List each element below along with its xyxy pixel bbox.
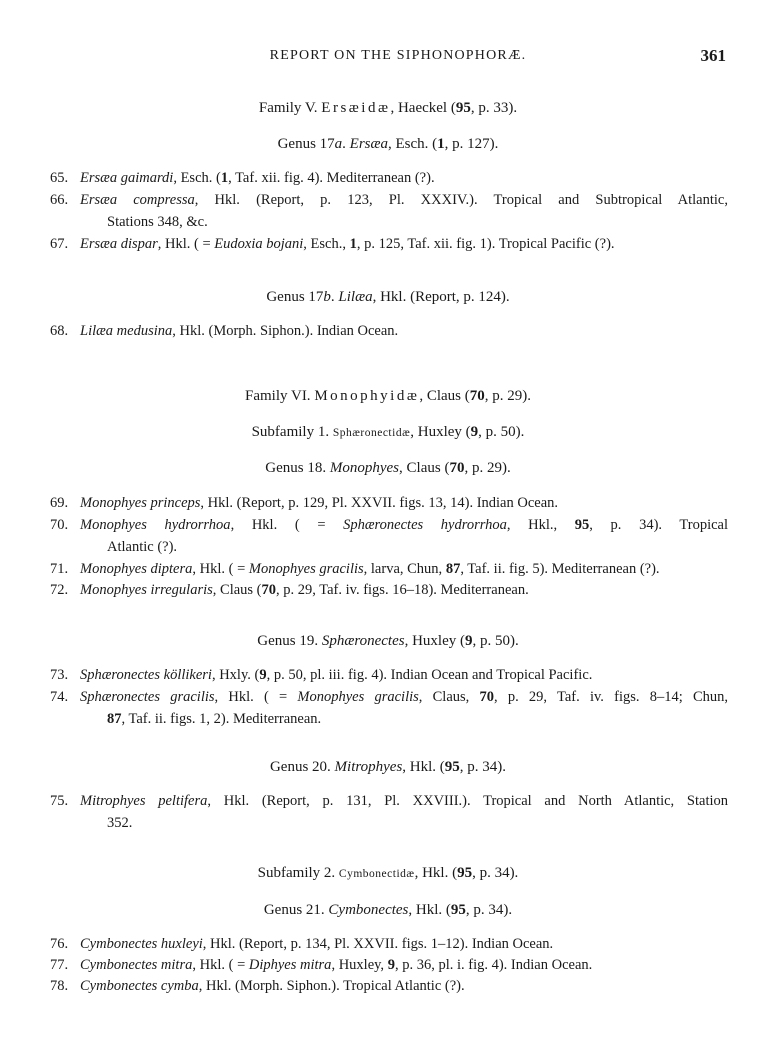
species-entry-66: 66. Ersæa compressa, Hkl. (Report, p. 123, Pl. XXXIV.). Tropical and Subtropical Atlantic, Stations 348, &c. (50, 192, 728, 230)
species-entry-67: 67. Ersæa dispar, Hkl. ( = Eudoxia bojani, Esch., 1, p. 125, Taf. xii. fig. 1). Tropical Pacific (?). (50, 236, 615, 252)
species-entry-74: 74. Sphæronectes gracilis, Hkl. ( = Monophyes gracilis, Claus, 70, p. 29, Taf. iv. figs. 8–14; Chun, 87, Taf. ii. figs. 1, 2). Mediterranean. (50, 689, 729, 727)
species-name: Mitrophyes peltifera (80, 793, 208, 809)
page-number: 361 (700, 46, 726, 65)
species-name: Monophyes irregularis (80, 582, 213, 598)
species-name: Lilæa medusina (80, 323, 173, 339)
genus-name: Lilæa (338, 289, 373, 305)
genus-heading-sphaeronectes: Genus 19. Sphæronectes, Huxley (9, p. 50). (257, 633, 519, 649)
species-name: Cymbonectes mitra (80, 957, 193, 973)
subfamily-heading-sphaeronectidae: Subfamily 1. Sphæronectidæ, Huxley (9, p. 50). (251, 424, 525, 440)
genus-heading-lilaea: Genus 17b. Lilæa, Hkl. (Report, p. 124). (266, 289, 510, 305)
family-name: Monophyidæ (314, 388, 420, 404)
species-name: Sphæronectes köllikeri (80, 667, 212, 683)
species-entry-68: 68. Lilæa medusina, Hkl. (Morph. Siphon.). Indian Ocean. (50, 323, 399, 339)
family-heading-monophyidae: Family VI. Monophyidæ, Claus (70, p. 29). (245, 388, 531, 404)
species-entry-77: 77. Cymbonectes mitra, Hkl. ( = Diphyes mitra, Huxley, 9, p. 36, pl. i. fig. 4). Indian Ocean. (50, 957, 593, 973)
family-name: Ersæidæ (321, 100, 391, 116)
species-name: Ersæa gaimardi (80, 170, 174, 186)
genus-heading-cymbonectes: Genus 21. Cymbonectes, Hkl. (95, p. 34). (263, 902, 513, 918)
species-name: Monophyes diptera (80, 561, 193, 577)
species-entry-65: 65. Ersæa gaimardi, Esch. (1, Taf. xii. fig. 4). Mediterranean (?). (50, 170, 435, 186)
genus-name: Cymbonectes (328, 902, 409, 918)
genus-name: Ersæa (349, 136, 388, 152)
subfamily-name: Sphæronectidæ (332, 427, 411, 439)
genus-name: Mitrophyes (334, 759, 403, 775)
family-heading-ersaeidae: Family V. Ersæidæ, Haeckel (95, p. 33). (258, 100, 518, 116)
species-name: Cymbonectes cymba (80, 978, 199, 994)
species-entry-70: 70. Monophyes hydrorrhoa, Hkl. ( = Sphæronectes hydrorrhoa, Hkl., 95, p. 34). Tropical Atlantic (?). (50, 517, 729, 555)
species-name: Ersæa compressa (80, 192, 195, 208)
species-entry-75: 75. Mitrophyes peltifera, Hkl. (Report, p. 131, Pl. XXVIII.). Tropical and North Atlantic, Station 352. (50, 793, 728, 831)
genus-name: Sphæronectes (321, 633, 405, 649)
subfamily-heading-cymbonectidae: Subfamily 2. Cymbonectidæ, Hkl. (95, p. 34). (257, 865, 519, 881)
species-entry-72: 72. Monophyes irregularis, Claus (70, p. 29, Taf. iv. figs. 16–18). Mediterranean. (50, 582, 529, 598)
genus-heading-mitrophyes: Genus 20. Mitrophyes, Hkl. (95, p. 34). (269, 759, 507, 775)
subfamily-name: Cymbonectidæ (338, 868, 415, 880)
species-entry-76: 76. Cymbonectes huxleyi, Hkl. (Report, p. 134, Pl. XXVII. figs. 1–12). Indian Ocean. (50, 936, 554, 952)
running-title: REPORT ON THE SIPHONOPHORÆ. (269, 48, 527, 63)
species-name: Sphæronectes gracilis (80, 689, 215, 705)
genus-name: Monophyes (329, 460, 400, 476)
species-entry-69: 69. Monophyes princeps, Hkl. (Report, p. 129, Pl. XXVII. figs. 13, 14). Indian Ocean. (50, 495, 559, 511)
species-entry-71: 71. Monophyes diptera, Hkl. ( = Monophyes gracilis, larva, Chun, 87, Taf. ii. fig. 5). Mediterranean (?). (50, 561, 660, 577)
species-entry-73: 73. Sphæronectes köllikeri, Hxly. (9, p. 50, pl. iii. fig. 4). Indian Ocean and Tropical Pacific. (50, 667, 593, 683)
species-entry-78: 78. Cymbonectes cymba, Hkl. (Morph. Siphon.). Tropical Atlantic (?). (50, 978, 465, 994)
genus-heading-ersaea: Genus 17a. Ersæa, Esch. (1, p. 127). (277, 136, 499, 152)
genus-heading-monophyes: Genus 18. Monophyes, Claus (70, p. 29). (265, 460, 511, 476)
species-name: Monophyes princeps (80, 495, 201, 511)
species-name: Monophyes hydrorrhoa (80, 517, 231, 533)
running-header (0, 48, 776, 68)
species-name: Ersæa dispar (80, 236, 158, 252)
species-name: Cymbonectes huxleyi (80, 936, 203, 952)
